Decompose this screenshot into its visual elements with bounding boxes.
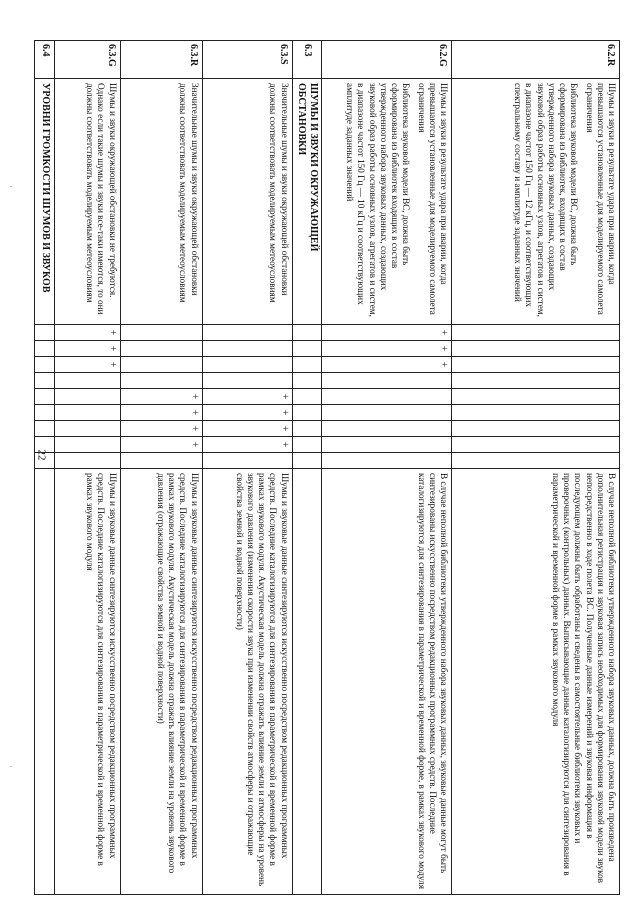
description-paragraph: Шумы и звуки в результате удара при аварии, когда превышаются установленные для моделируемого самолета ограничения bbox=[416, 83, 449, 315]
table-row bbox=[54, 41, 120, 895]
level-mark: + bbox=[322, 357, 452, 373]
level-mark: + bbox=[54, 341, 120, 357]
row-comment: В случае неполной библиотеки утвержденного набора звуковых данных, звуковые данные могут быть синтезированы искусственно посредством редакционных программных средств. Последние каталогизируются для синтезирования в параметрической и временной форме, в рамках звукового модуля bbox=[322, 469, 452, 895]
row-code: 6.3.G bbox=[54, 41, 120, 79]
level-mark bbox=[54, 405, 120, 421]
section-title: УРОВНИ ГРОМКОСТИ ШУМОВ И ЗВУКОВ bbox=[35, 79, 54, 325]
level-mark bbox=[452, 341, 620, 357]
row-comment: Шумы и звуковые данные синтезируются искусственно посредством редакционных программных средств. Последние каталогизируются для синтезирования в параметрической и временной форме в рамках звукового модуля. Акустическая модель должна отражать влияние земли и атмосферы на уровень звукового давления (изменения скорости звука при изменении свойств атмосферы и отражающие свойства земной и водной поверхности) bbox=[202, 469, 292, 895]
level-mark: + bbox=[202, 437, 292, 453]
level-mark bbox=[202, 325, 292, 341]
row-code: 6.2.G bbox=[322, 41, 452, 79]
description-paragraph: Значительные шумы и звуки окружающей обстановки должны соответствовать моделируемым метеоусловиям bbox=[178, 83, 200, 303]
level-mark: + bbox=[120, 405, 202, 421]
level-mark bbox=[322, 437, 452, 453]
margin-mark: . bbox=[10, 180, 12, 189]
level-mark bbox=[452, 421, 620, 437]
section-code: 6.3 bbox=[292, 41, 321, 79]
level-mark: + bbox=[120, 437, 202, 453]
row-description bbox=[322, 79, 452, 325]
level-mark bbox=[202, 341, 292, 357]
row-code: 6.3.R bbox=[120, 41, 202, 79]
section-code: 6.4 bbox=[35, 41, 54, 79]
level-mark bbox=[120, 357, 202, 373]
table-row bbox=[120, 41, 202, 895]
level-mark: + bbox=[202, 389, 292, 405]
level-mark: + bbox=[322, 341, 452, 357]
level-mark bbox=[202, 357, 292, 373]
level-mark bbox=[202, 373, 292, 389]
level-mark bbox=[452, 373, 620, 389]
level-mark bbox=[452, 357, 620, 373]
section-title: ШУМЫ И ЗВУКИ ОКРУЖАЮЩЕЙ ОБСТАНОВКИ bbox=[292, 79, 321, 325]
description-paragraph: Шумы и звуки окружающей обстановки не требуются. Однако если такие шумы и звуки все-таки имеются, то они должны соответствовать моделируемым метеоусловиям bbox=[85, 83, 118, 315]
level-mark bbox=[452, 405, 620, 421]
level-mark bbox=[54, 453, 120, 469]
level-mark bbox=[202, 453, 292, 469]
row-comment: В случае неполной библиотеки утвержденного набора звуковых данных, должна быть произведена дополнительная регистрация и звуковая запись необходимых для формирования звуковой модели звуков непосредственно в ходе полета ВС. Полученные данные измерений и звуковая информация в последующем должны быть обработаны и сведены в самостоятельные библиотеки звуковых и проверочных (контрольных) данных. Выписывающие данные каталогизируются для синтезирования в параметрической и временной форме в рамках звукового модуля bbox=[452, 469, 620, 895]
row-code: 6.3.S bbox=[202, 41, 292, 79]
description-paragraph: Библиотека звуковой модели ВС, должна быть сформирована из библиотек входящих в состав утвержденного набора звуковых данных, создающих звуковой образ работы основных узлов, агрегатов и систем, в диапазоне частот 150 Гц — 10 кГц и соответствующих амплитуде заданных значений bbox=[345, 83, 412, 317]
description-paragraph: Библиотека звуковой модели ВС, должна быть сформирована из библиотек, входящих в состав утвержденного набора звуковых данных, создающих звуковой образ работы основных узлов, агрегатов и систем, в диапазоне частот 150 Гц — 12 кГц, и соответствующих спектральному составу и амплитуде заданных значений bbox=[513, 83, 580, 317]
level-mark: + bbox=[202, 405, 292, 421]
level-mark bbox=[120, 453, 202, 469]
level-mark bbox=[54, 437, 120, 453]
level-mark bbox=[452, 325, 620, 341]
level-mark: + bbox=[54, 357, 120, 373]
level-mark: + bbox=[54, 325, 120, 341]
requirements-table bbox=[34, 40, 620, 895]
level-mark bbox=[322, 373, 452, 389]
level-mark bbox=[322, 421, 452, 437]
margin-mark: . bbox=[10, 760, 12, 769]
row-code: 6.2.R bbox=[452, 41, 620, 79]
level-mark: + bbox=[202, 421, 292, 437]
section-row bbox=[292, 41, 321, 895]
level-mark bbox=[120, 341, 202, 357]
level-mark bbox=[452, 453, 620, 469]
row-comment: Шумы и звуковые данные синтезируются искусственно посредством редакционных программных средств. Последние каталогизируются для синтезирования в параметрической и временной форме в рамках звукового модуля bbox=[54, 469, 120, 895]
level-mark bbox=[120, 325, 202, 341]
level-mark: + bbox=[120, 389, 202, 405]
table-row bbox=[322, 41, 452, 895]
level-mark bbox=[452, 389, 620, 405]
row-description bbox=[54, 79, 120, 325]
page-number: 22 bbox=[35, 449, 48, 461]
level-mark bbox=[54, 421, 120, 437]
level-mark bbox=[54, 373, 120, 389]
table-row bbox=[452, 41, 620, 895]
level-mark bbox=[452, 437, 620, 453]
description-paragraph: Значительные шумы и звуки окружающей обстановки должны соответствовать моделируемым метеоусловиям bbox=[268, 83, 290, 303]
table-body bbox=[35, 41, 620, 895]
table-row bbox=[202, 41, 292, 895]
level-mark bbox=[322, 389, 452, 405]
level-mark bbox=[120, 373, 202, 389]
section-row bbox=[35, 41, 54, 895]
row-description bbox=[202, 79, 292, 325]
level-mark bbox=[54, 389, 120, 405]
row-description bbox=[120, 79, 202, 325]
level-mark bbox=[322, 405, 452, 421]
level-mark: + bbox=[120, 421, 202, 437]
level-mark: + bbox=[322, 325, 452, 341]
level-mark bbox=[322, 453, 452, 469]
row-comment: Шумы и звуковые данные синтезируются искусственно посредством редакционных программных средств. Последние каталогизируются для синтезирования в параметрической и временной форме в рамках звукового модуля. Акустическая модель должна отражать влияние земли на уровень звукового давления (отражающие свойства земной и водной поверхности) bbox=[120, 469, 202, 895]
description-paragraph: Шумы и звуки в результате удара при аварии, когда превышаются установленные для моделируемого самолета ограничения bbox=[584, 83, 617, 315]
row-description bbox=[452, 79, 620, 325]
